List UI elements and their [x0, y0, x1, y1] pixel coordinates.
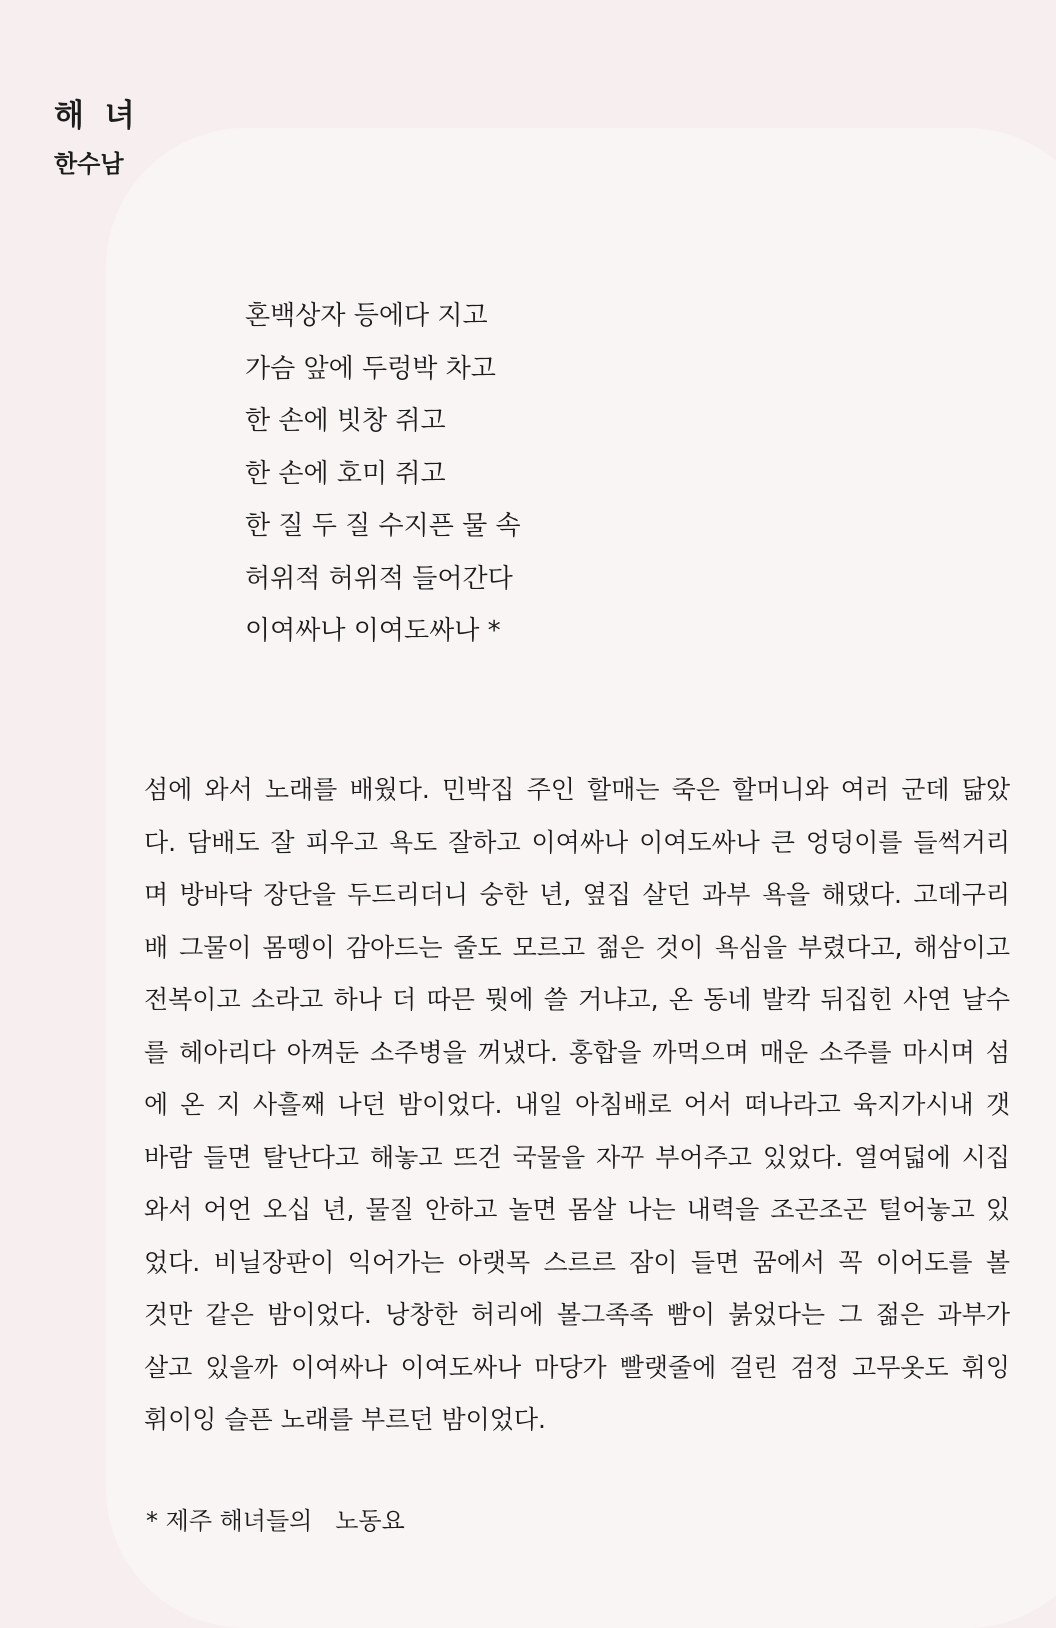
poem-line: 한 손에 빗창 쥐고 [245, 406, 446, 436]
prose-line: 다. 담배도 잘 피우고 욕도 잘하고 이여싸나 이여도싸나 큰 엉덩이를 들썩거리 [144, 827, 1010, 857]
prose-line: 와서 어언 오십 년, 물질 안하고 놀면 몸살 나는 내력을 조곤조곤 털어놓고 있 [144, 1195, 1010, 1224]
prose-line: 바람 들면 탈난다고 해놓고 뜨건 국물을 자꾸 부어주고 있었다. 열여덟에 시집 [144, 1142, 1010, 1172]
prose-line: 에 온 지 사흘째 나던 밤이었다. 내일 아침배로 어서 떠나라고 육지가시내 갯 [144, 1090, 1010, 1119]
poem-line: 혼백상자 등에다 지고 [245, 301, 488, 331]
prose-line: 섬에 와서 노래를 배웠다. 민박집 주인 할매는 죽은 할머니와 여러 군데 닮았 [144, 775, 1010, 804]
poem-stanza [245, 290, 521, 658]
prose-line: 것만 같은 밤이었다. 낭창한 허리에 볼그족족 빰이 붉었다는 그 젊은 과부가 [144, 1300, 1010, 1329]
prose-line: 며 방바닥 장단을 두드리더니 숭한 년, 옆집 살던 과부 욕을 해댔다. 고데구리 [144, 880, 1010, 909]
prose-line: 휘이잉 슬픈 노래를 부르던 밤이었다. [144, 1405, 546, 1434]
prose-paragraph [144, 764, 1010, 1447]
poem-line: 허위적 허위적 들어간다 [245, 563, 513, 594]
prose-line: 배 그물이 몸뗑이 감아드는 줄도 모르고 젊은 것이 욕심을 부렸다고, 해삼이고 [144, 932, 1010, 962]
prose-line: 었다. 비닐장판이 익어가는 아랫목 스르르 잠이 들면 꿈에서 꼭 이어도를 볼 [144, 1247, 1010, 1277]
author-name: 한수남 [54, 150, 124, 178]
prose-line: 를 헤아리다 아껴둔 소주병을 꺼냈다. 홍합을 까먹으며 매운 소주를 마시며 섬 [144, 1037, 1010, 1067]
poem-line: 가슴 앞에 두렁박 차고 [245, 353, 496, 384]
poem-line: 이여싸나 이여도싸나 * [245, 616, 501, 646]
poem-line: 한 질 두 질 수지픈 물 속 [245, 511, 521, 541]
prose-line: 전복이고 소라고 하나 더 따믄 뭣에 쓸 거냐고, 온 동네 발칵 뒤집힌 사연 날수 [144, 985, 1010, 1014]
poem-title: 해 녀 [54, 98, 140, 134]
prose-line: 살고 있을까 이여싸나 이여도싸나 마당가 빨랫줄에 걸린 검정 고무옷도 휘잉 [144, 1352, 1010, 1382]
poem-line: 한 손에 호미 쥐고 [245, 458, 446, 489]
footnote: * 제주 해녀들의 노동요 [146, 1507, 405, 1535]
